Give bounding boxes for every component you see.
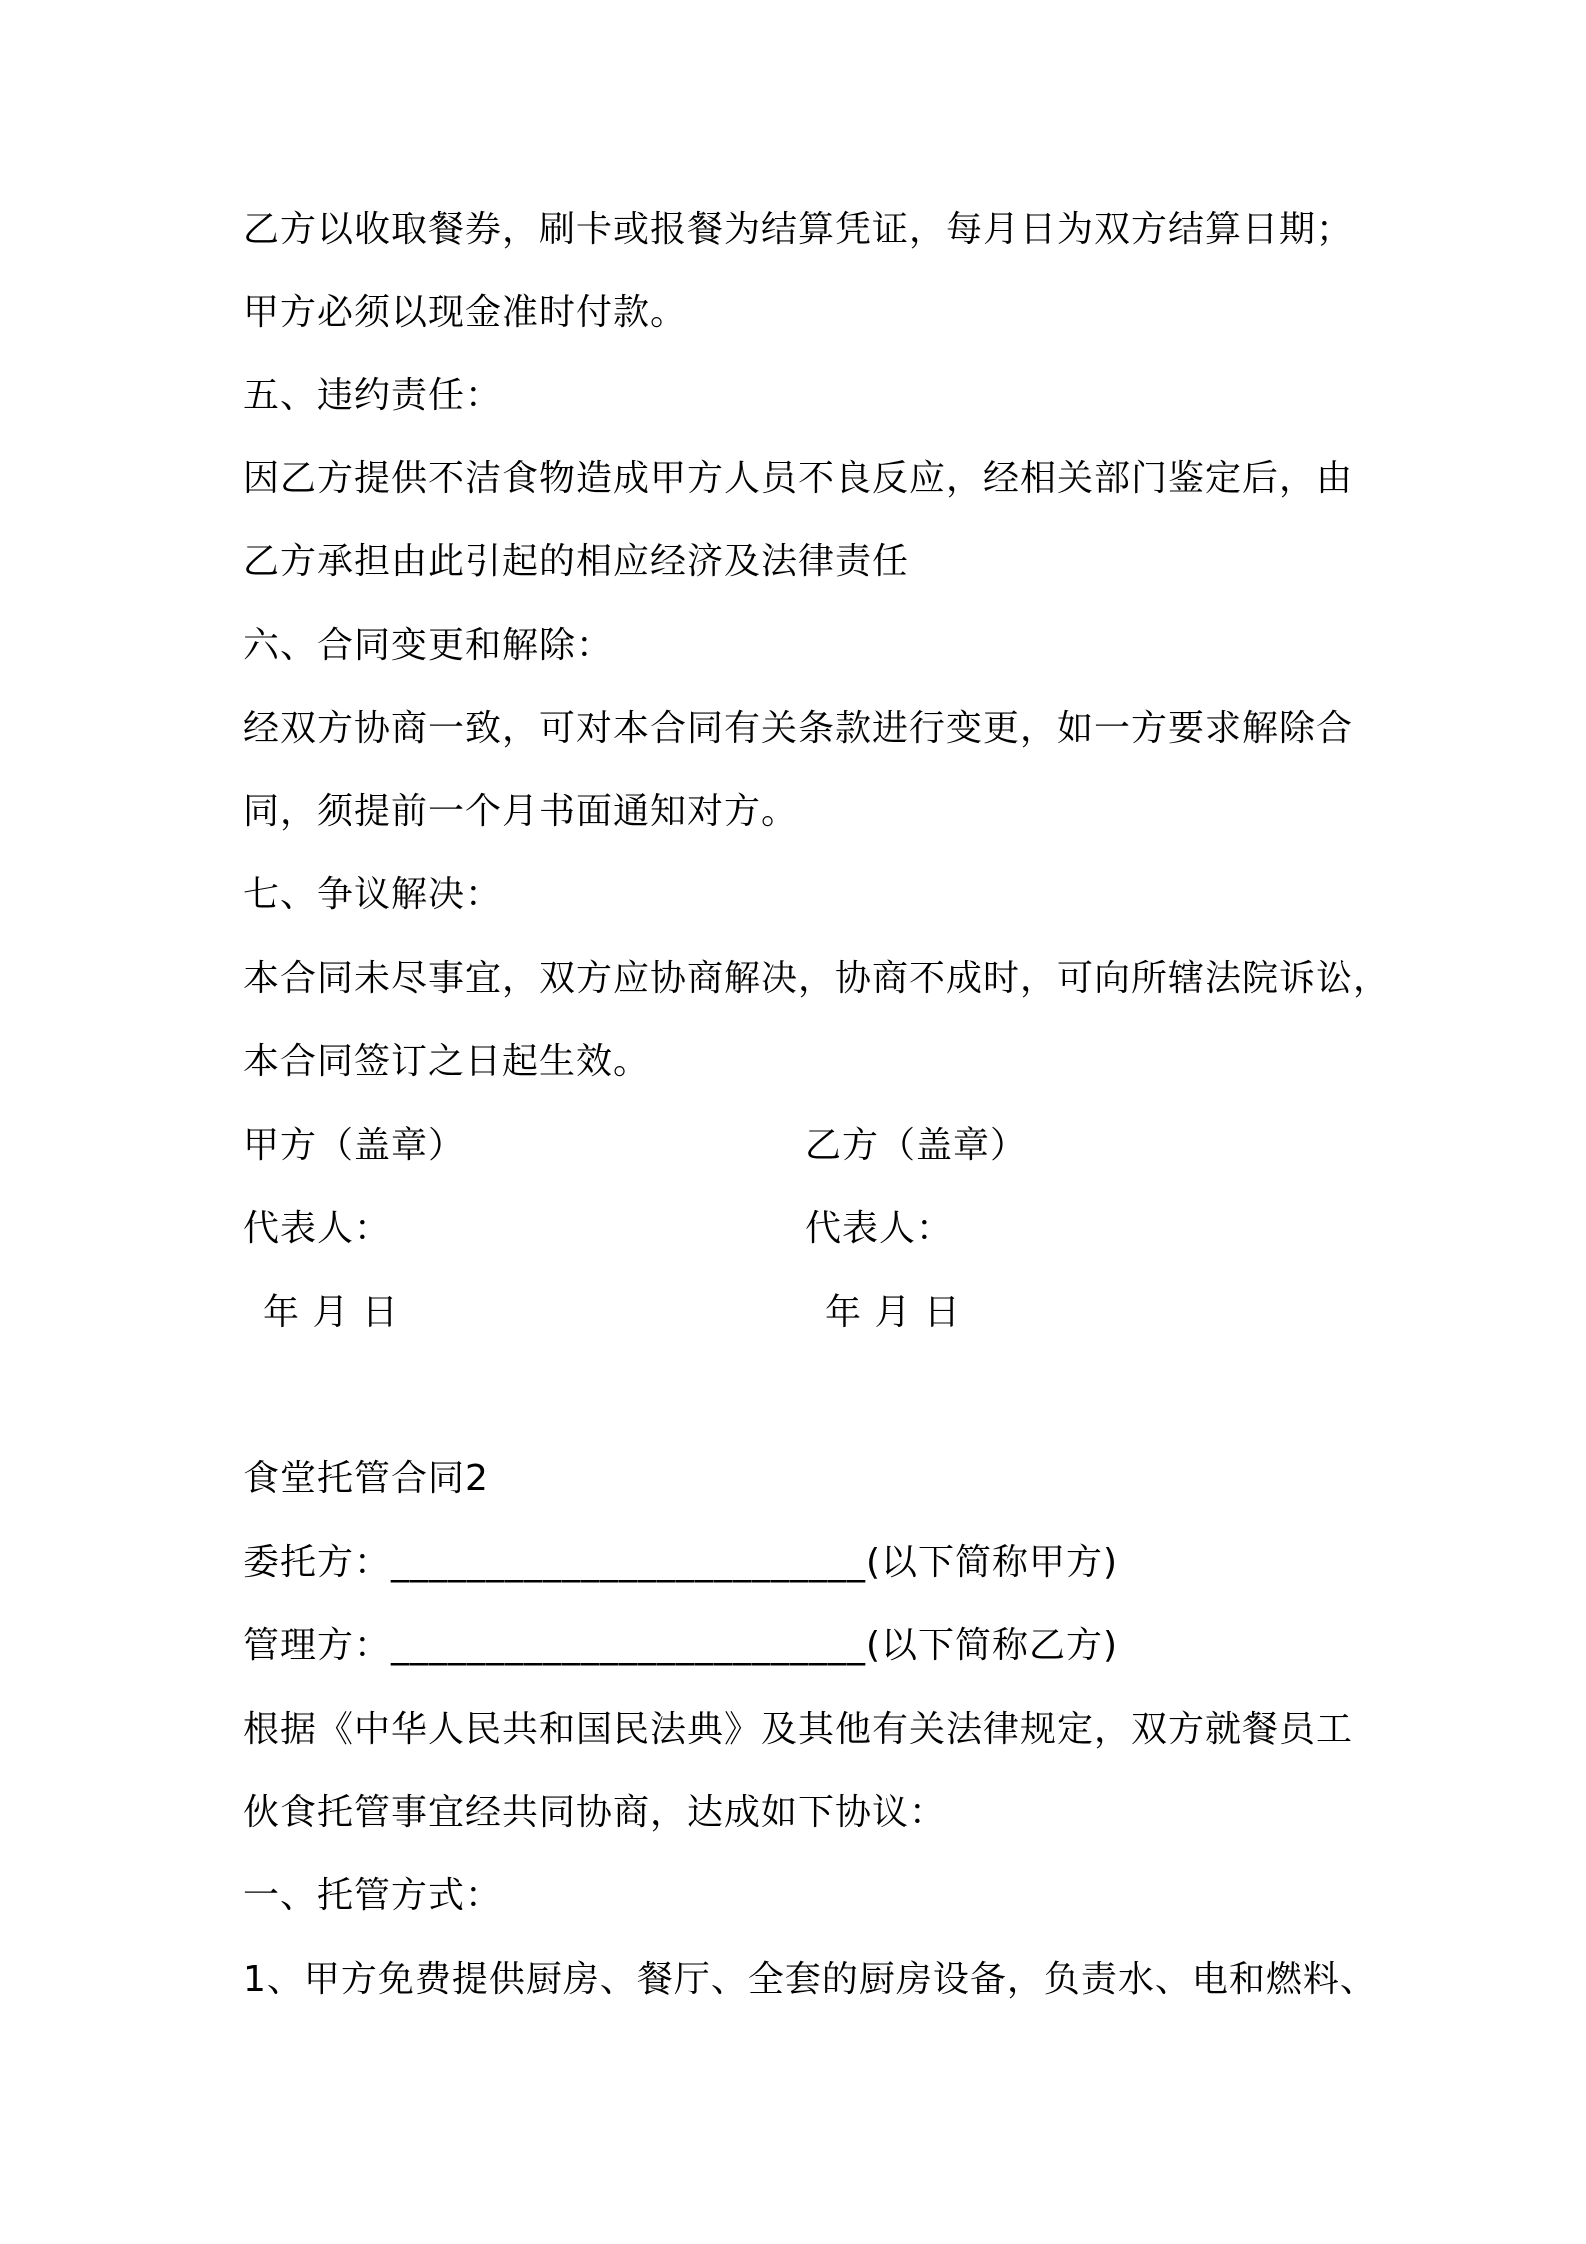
paragraph-line: 根据《中华人民共和国民法典》及其他有关法律规定，双方就餐员工	[243, 1709, 1354, 1750]
client-line: 委托方：_________________________(以下简称甲方)	[243, 1542, 1119, 1583]
paragraph-line: 伙食托管事宜经共同协商，达成如下协议：	[243, 1792, 947, 1833]
paragraph-line: 经双方协商一致，可对本合同有关条款进行变更，如一方要求解除合	[243, 708, 1354, 749]
party-a-seal: 甲方（盖章）	[243, 1125, 466, 1166]
party-b-date: 年 月 日	[825, 1292, 961, 1333]
paragraph-line: 因乙方提供不洁食物造成甲方人员不良反应，经相关部门鉴定后，由	[243, 458, 1354, 499]
section-heading: 七、争议解决：	[243, 874, 503, 915]
paragraph-line: 甲方必须以现金准时付款。	[243, 292, 688, 333]
paragraph-line: 1、甲方免费提供厨房、餐厅、全套的厨房设备，负责水、电和燃料、	[243, 1959, 1377, 2000]
contract2-title: 食堂托管合同2	[243, 1458, 489, 1499]
manager-line: 管理方：_________________________(以下简称乙方)	[243, 1625, 1119, 1666]
paragraph-line: 乙方承担由此引起的相应经济及法律责任	[243, 541, 910, 582]
paragraph-line: 本合同签订之日起生效。	[243, 1041, 651, 1082]
section-heading: 五、违约责任：	[243, 375, 503, 416]
paragraph-line: 同，须提前一个月书面通知对方。	[243, 791, 799, 832]
party-b-representative: 代表人：	[805, 1208, 954, 1249]
paragraph-line: 乙方以收取餐券，刷卡或报餐为结算凭证，每月日为双方结算日期；	[243, 209, 1354, 250]
section-heading: 一、托管方式：	[243, 1875, 503, 1916]
paragraph-line: 本合同未尽事宜，双方应协商解决，协商不成时，可向所辖法院诉讼，	[243, 958, 1391, 999]
party-a-date: 年 月 日	[263, 1292, 399, 1333]
section-heading: 六、合同变更和解除：	[243, 625, 614, 666]
party-b-seal: 乙方（盖章）	[805, 1125, 1028, 1166]
party-a-representative: 代表人：	[243, 1208, 392, 1249]
